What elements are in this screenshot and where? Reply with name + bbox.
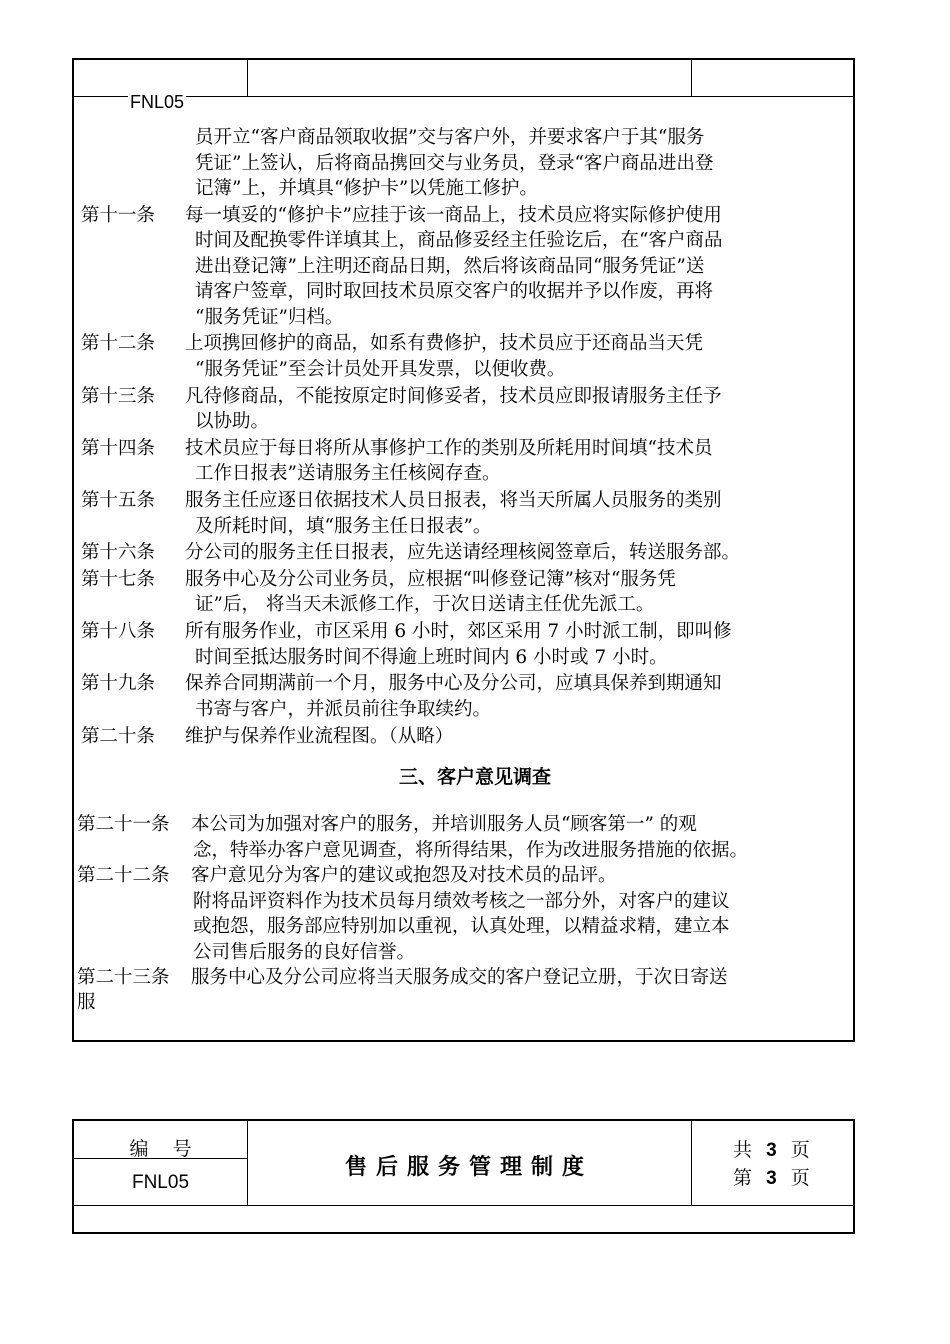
page-total-label: 共 (733, 1139, 753, 1161)
article-line: 工作日报表”送请服务主任核阅存查。 (195, 463, 501, 485)
article-label: 第十一条 (81, 204, 156, 226)
article-line: 技术员应于每日将所从事修护工作的类别及所耗用时间填“技术员 (185, 437, 713, 459)
article-line: 记簿”上，并填具“修护卡”以凭施工修护。 (195, 178, 538, 199)
page-total-unit: 页 (790, 1139, 810, 1161)
article-line: 时间及配换零件详填其上，商品修妥经主任验讫后，在“客户商品 (195, 230, 723, 252)
article-line: 所有服务作业，市区采用 6 小时，郊区采用 7 小时派工制，即叫修 (185, 621, 732, 643)
article-label: 第十六条 (81, 542, 156, 564)
article-line: 保养合同期满前一个月，服务中心及分公司，应填具保养到期通知 (185, 673, 722, 695)
page-current-value: 3 (766, 1168, 777, 1189)
article-line: 分公司的服务主任日报表，应先送请经理核阅签章后，转送服务部。 (185, 542, 741, 564)
article-line: 证”后， 将当天未派修工作，于次日送请主任优先派工。 (195, 594, 655, 616)
article-label: 第十九条 (81, 673, 156, 695)
article-line: 服务主任应逐日依据技术人员日报表，将当天所属人员服务的类别 (185, 490, 722, 511)
footer-code: FNL05 (131, 1172, 190, 1193)
page-total (733, 1135, 810, 1162)
article-label: 第十八条 (81, 621, 156, 643)
article-line: 上项携回修护的商品，如系有费修护，技术员应于还商品当天凭 (185, 333, 704, 355)
article-line: 书寄与客户，并派员前往争取续约。 (195, 698, 492, 720)
article-label: 第十七条 (81, 568, 156, 590)
overflow-char: 服 (77, 992, 96, 1013)
article-line: 以协助。 (195, 411, 270, 433)
document-title: 售后服务管理制度 (344, 1155, 593, 1180)
article-line: 每一填妥的“修护卡”应挂于该一商品上，技术员应将实际修护使用 (185, 204, 722, 226)
article-label: 第二十二条 (77, 865, 170, 886)
article-label: 第二十一条 (77, 814, 170, 835)
top-header-code: FNL05 (130, 92, 185, 112)
article-line: 凭证”上签认，后将商品携回交与业务员，登录“客户商品进出登 (195, 152, 714, 174)
article-label: 第二十三条 (77, 967, 170, 988)
article-line: 公司售后服务的良好信誉。 (193, 941, 416, 963)
article-line: “服务凭证”至会计员处开具发票，以便收费。 (195, 358, 566, 380)
article-line: 或抱怨，服务部应特别加以重视，认真处理，以精益求精，建立本 (193, 916, 730, 937)
article-line: 服务中心及分公司应将当天服务成交的客户登记立册，于次日寄送 (191, 967, 728, 988)
article-line: 客户意见分为客户的建议或抱怨及对技术员的品评。 (191, 865, 617, 886)
page-current-unit: 页 (790, 1167, 810, 1189)
article-label: 第十四条 (81, 437, 156, 459)
article-line: 附将品评资料作为技术员每月绩效考核之一部分外，对客户的建议 (193, 890, 730, 912)
article-line: 念，特举办客户意见调查，将所得结果，作为改进服务措施的依据。 (193, 839, 749, 861)
article-line: 及所耗时间，填“服务主任日报表”。 (195, 515, 492, 537)
article-line: 进出登记簿”上注明还商品日期，然后将该商品同“服务凭证”送 (195, 255, 705, 277)
article-line: 服务中心及分公司业务员，应根据“叫修登记簿”核对“服务凭 (185, 568, 676, 590)
article-label: 第十三条 (81, 385, 156, 407)
article-line: 时间至抵达服务时间不得逾上班时间内 6 小时或 7 小时。 (195, 646, 668, 668)
footer-number-label: 编 号 (129, 1138, 192, 1160)
page-current-label: 第 (733, 1167, 753, 1189)
article-line: 请客户签章，同时取回技术员原交客户的收据并予以作废，再将 (195, 281, 714, 303)
page-total-value: 3 (766, 1140, 777, 1161)
article-label: 第十五条 (81, 490, 156, 511)
article-line: “服务凭证”归档。 (195, 306, 344, 328)
page-current (733, 1163, 810, 1190)
article-line: 本公司为加强对客户的服务，并培训服务人员“顾客第一” 的观 (191, 814, 697, 835)
article-label: 第十二条 (81, 333, 156, 355)
section-heading: 三、客户意见调查 (398, 766, 551, 788)
article-line: 维护与保养作业流程图。（从略） (185, 725, 454, 747)
article-label: 第二十条 (81, 725, 156, 747)
article-line: 凡待修商品，不能按原定时间修妥者，技术员应即报请服务主任予 (185, 385, 722, 407)
article-line: 员开立“客户商品领取收据”交与客户外，并要求客户于其“服务 (195, 127, 705, 148)
